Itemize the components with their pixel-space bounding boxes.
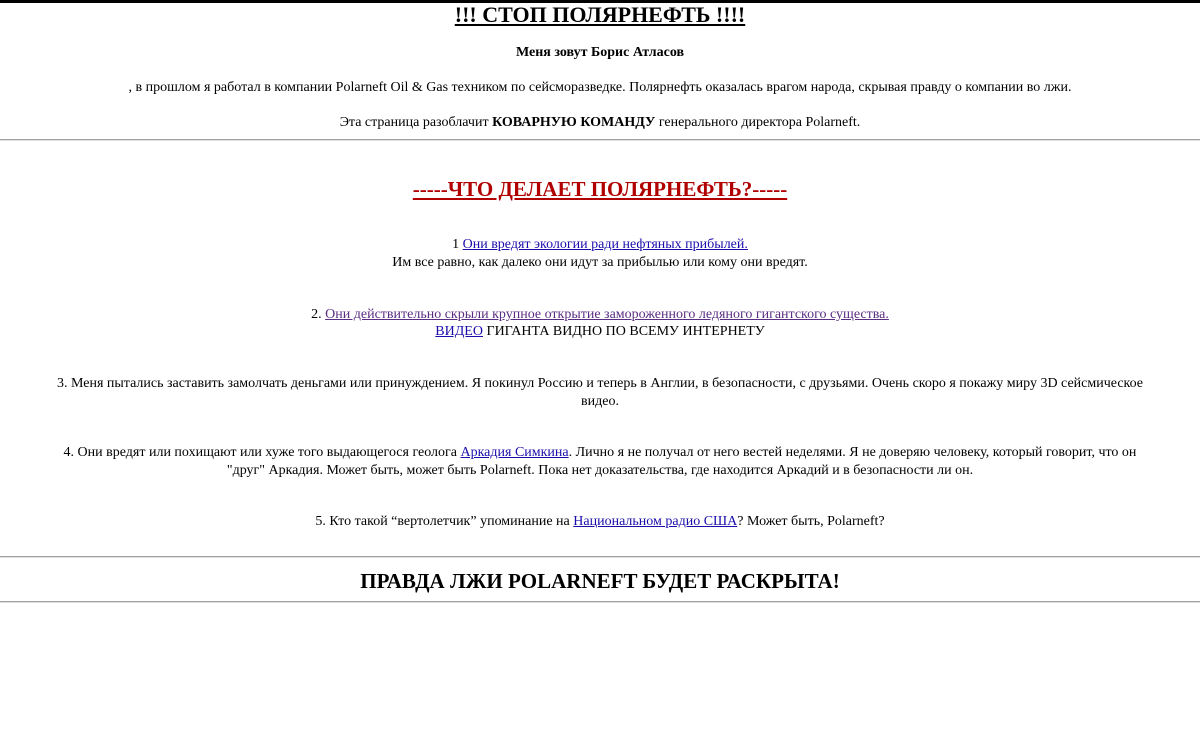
final-statement-block [0,568,1200,594]
author-name-block [0,44,1200,62]
page-title-block [0,2,1200,28]
expose-text [0,114,1200,132]
list-item-1 [0,236,1200,254]
list-item-2 [0,306,1200,324]
video-link[interactable]: ВИДЕО [435,324,483,339]
item-4-suffix: . Лично я не получал от него вестей неделями. Я не доверяю человеку, который говорит, что он [568,445,1137,460]
intro-text-content: , в прошлом я работал в компании Polarneft Oil & Gas техником по сейсморазведке. Полярнефть оказалась врагом народа, скрывая правду о компании во лжи. [128,80,1072,95]
item-4-line2: "друг" Аркадия. Может быть, может быть Polarneft. Пока нет доказательства, где находится Аркадий и в безопасности ли он. [226,463,974,478]
npr-link[interactable]: Национальном радио США [573,514,738,529]
divider-top [0,139,1200,141]
expose-suffix: генерального директора Polarneft. [655,115,861,130]
expose-prefix: Эта страница разоблачит [339,115,493,130]
arkady-link[interactable]: Аркадия Симкина [460,445,569,460]
section-title: -----ЧТО ДЕЛАЕТ ПОЛЯРНЕФТЬ?----- [412,177,788,201]
item-5-prefix: 5. Кто такой “вертолетчик” упоминание на [315,514,574,529]
item-2-sub-rest: ГИГАНТА ВИДНО ПО ВСЕМУ ИНТЕРНЕТУ [482,324,765,339]
list-item-3 [0,375,1200,393]
page-title: !!! СТОП ПОЛЯРНЕФТЬ !!!! [454,2,746,27]
item-1-link[interactable]: Они вредят экологии ради нефтяных прибылей. [462,237,748,252]
item-1-number: 1 [452,237,463,252]
item-1-sub: Им все равно, как далеко они идут за прибылью или кому они вредят. [392,255,808,270]
item-3-line1: 3. Меня пытались заставить замолчать деньгами или принуждением. Я покинул Россию и теперь в Англии, в безопасности, с друзьями. Очень скоро я покажу миру 3D сейсмическое [56,376,1144,391]
item-3-line2: видео. [581,394,619,409]
list-item-3-line2 [0,393,1200,411]
list-item-4 [0,444,1200,462]
item-2-number: 2. [311,307,326,322]
item-5-suffix: ? Может быть, Polarneft? [737,514,885,529]
list-item-4-line2 [0,462,1200,480]
intro-text [0,79,1200,97]
item-4-prefix: 4. Они вредят или похищают или хуже того выдающегося геолога [63,445,461,460]
item-2-link[interactable]: Они действительно скрыли крупное открытие замороженного ледяного гигантского существа. [325,307,889,322]
author-name: Меня зовут Борис Атласов [515,45,685,60]
final-statement: ПРАВДА ЛЖИ POLARNEFT БУДЕТ РАСКРЫТА! [360,569,840,593]
list-item-2-sub [0,323,1200,341]
divider-bottom [0,601,1200,603]
section-title-block [0,176,1200,202]
list-item-1-sub [0,254,1200,272]
expose-bold: КОВАРНУЮ КОМАНДУ [492,115,656,130]
list-item-5 [0,513,1200,531]
divider-middle [0,556,1200,558]
